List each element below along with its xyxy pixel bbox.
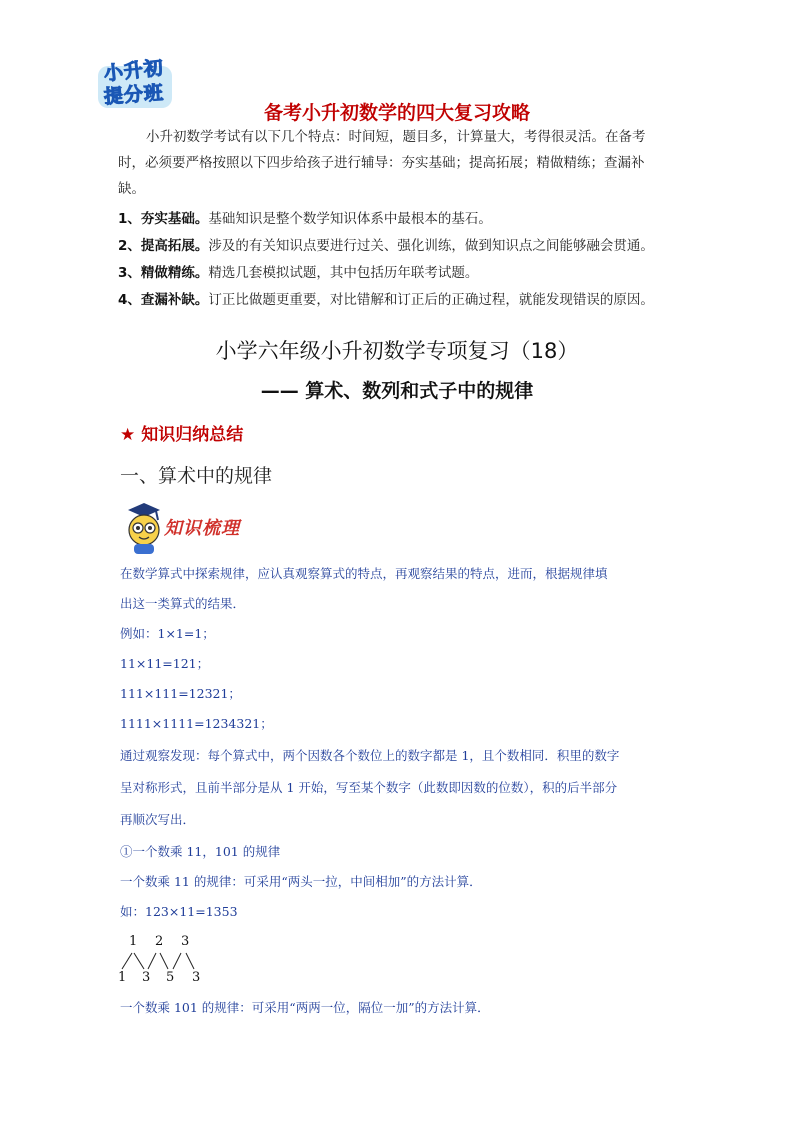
step-1	[118, 206, 688, 232]
logo-line-1: 小升初	[102, 56, 165, 86]
content-p2-line1: 通过观察发现：每个算式中，两个因数各个数位上的数字都是 1，且个数相同．积里的数字	[120, 748, 620, 763]
page-title: 备考小升初数学的四大复习攻略	[263, 102, 530, 124]
step-2-head: 2、提高拓展。	[118, 238, 209, 254]
step-3-body: 精选几套模拟试题，其中包括历年联考试题。	[208, 265, 479, 281]
step-1-head: 1、夯实基础。	[118, 211, 209, 227]
example-1353: 如：123×11=1353	[120, 904, 238, 919]
example-1: 11×11=121；	[120, 656, 210, 671]
diagram-top-digit: 2	[155, 934, 164, 949]
content-p2-line2: 呈对称形式，且前半部分是从 1 开始，写至某个数字（此数即因数的位数），积的后半部分	[120, 780, 618, 795]
star-icon: ★	[120, 425, 136, 445]
step-2-body: 涉及的有关知识点要进行过关、强化训练，做到知识点之间能够融会贯通。	[208, 238, 654, 254]
intro-line-3: 缺。	[118, 181, 145, 197]
diagram-bottom-digit: 1	[118, 970, 127, 985]
diagram-top-digit: 3	[181, 934, 190, 949]
intro-line-2: 时，必须要严格按照以下四步给孩子进行辅导：夯实基础；提高拓展；精做精练；查漏补	[118, 155, 645, 171]
rule-101: 一个数乘 101 的规律：可采用“两两一位，隔位一加”的方法计算．	[120, 1000, 490, 1015]
step-2	[118, 233, 688, 259]
example-3: 1111×1111=1234321；	[120, 716, 273, 731]
step-4-body: 订正比做题更重要，对比错解和订正后的正确过程，就能发现错误的原因。	[208, 292, 654, 308]
step-3-head: 3、精做精练。	[118, 265, 209, 281]
content-p1-line1: 在数学算式中探索规律，应认真观察算式的特点，再观察结果的特点，进而，根据规律填	[120, 566, 608, 581]
section-title: 小学六年级小升初数学专项复习（18）	[215, 339, 579, 363]
cartoon-owl-icon	[120, 500, 166, 556]
diagram-bottom-digit: 5	[166, 970, 175, 985]
knowledge-badge	[120, 500, 260, 556]
diagram-bottom-digit: 3	[192, 970, 201, 985]
step-1-body: 基础知识是整个数学知识体系中最根本的基石。	[208, 211, 492, 227]
rule-1-heading: ①一个数乘 11，101 的规律	[120, 844, 281, 859]
diagram-bottom-digit: 3	[142, 970, 151, 985]
step-4	[118, 287, 688, 313]
summary-heading-label: 知识归纳总结	[141, 425, 244, 445]
part1-heading: 一、算术中的规律	[120, 465, 273, 487]
step-4-head: 4、查漏补缺。	[118, 292, 209, 308]
content-p1-line2: 出这一类算式的结果．	[120, 596, 246, 611]
example-2: 111×111=12321；	[120, 686, 241, 701]
badge-label: 知识梳理	[164, 518, 240, 539]
multiply-diagram	[118, 934, 218, 986]
rule-11: 一个数乘 11 的规律：可采用“两头一拉，中间相加”的方法计算．	[120, 874, 482, 889]
summary-heading	[120, 422, 243, 448]
step-3	[118, 260, 688, 286]
intro-line-1: 小升初数学考试有以下几个特点：时间短，题目多，计算量大，考得很灵活。在备考	[146, 129, 646, 145]
diagram-top-digit: 1	[129, 934, 138, 949]
content-p2-line3: 再顺次写出．	[120, 812, 196, 827]
logo-line-2: 提分班	[103, 81, 165, 109]
section-subtitle: —— 算术、数列和式子中的规律	[260, 380, 534, 402]
example-0: 例如：1×1=1；	[120, 626, 215, 641]
